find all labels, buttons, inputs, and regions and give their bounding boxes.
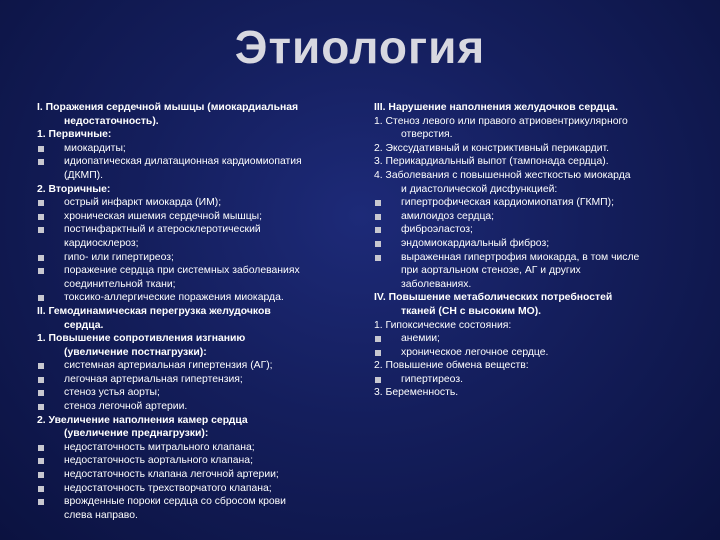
left-column: [37, 101, 357, 522]
bullet-item: недостаточность трехстворчатого клапана;: [37, 482, 357, 496]
bullet-item: острый инфаркт миокарда (ИМ);: [37, 196, 357, 210]
text-line: кардиосклероз;: [64, 237, 139, 249]
bullet-item: легочная артериальная гипертензия;: [37, 373, 357, 387]
bullet-item: миокардиты;: [37, 142, 357, 156]
text-line: тканей (СН с высоким МО).: [401, 305, 542, 317]
text-line: отверстия.: [401, 129, 453, 141]
text-line: заболеваниях.: [401, 278, 472, 290]
bullet-item: постинфарктный и атеросклеротический: [37, 223, 357, 237]
text-line: (увеличение преднагрузки):: [64, 428, 209, 440]
text-line: недостаточность).: [64, 115, 159, 127]
bullet-item: системная артериальная гипертензия (АГ);: [37, 359, 357, 373]
bullet-item: хроническая ишемия сердечной мышцы;: [37, 210, 357, 224]
bullet-item: недостаточность аортального клапана;: [37, 454, 357, 468]
text-line: 2. Повышение обмена веществ:: [374, 360, 529, 372]
bullet-item: идиопатическая дилатационная кардиомиопатия: [37, 155, 357, 169]
text-line: (увеличение постнагрузки):: [64, 346, 207, 358]
bullet-item: выраженная гипертрофия миокарда, в том числе: [374, 251, 686, 265]
bullet-item: гипо- или гипертиреоз;: [37, 251, 357, 265]
slide-title: Этиология: [234, 21, 486, 73]
bullet-item: стеноз легочной артерии.: [37, 400, 357, 414]
text-line: слева направо.: [64, 509, 138, 521]
text-line: соединительной ткани;: [64, 278, 176, 290]
text-line: 2. Вторичные:: [37, 183, 111, 195]
bullet-item: гипертрофическая кардиомиопатия (ГКМП);: [374, 196, 686, 210]
text-line: II. Гемодинамическая перегрузка желудочков: [37, 305, 271, 317]
text-line: 1. Стеноз левого или правого атриовентрикулярного: [374, 115, 628, 127]
text-line: 2. Увеличение наполнения камер сердца: [37, 414, 248, 426]
text-line: при аортальном стенозе, АГ и других: [401, 265, 581, 277]
bullet-item: недостаточность клапана легочной артерии;: [37, 468, 357, 482]
text-line: 3. Перикардиальный выпот (тампонада сердца).: [374, 156, 609, 168]
bullet-item: анемии;: [374, 332, 686, 346]
right-column: [374, 101, 686, 400]
bullet-item: хроническое легочное сердце.: [374, 346, 686, 360]
text-line: 4. Заболевания с повышенной жесткостью миокарда: [374, 169, 631, 181]
bullet-item: амилоидоз сердца;: [374, 210, 686, 224]
bullet-item: эндомиокардиальный фиброз;: [374, 237, 686, 251]
text-line: I. Поражения сердечной мышцы (миокардиальная: [37, 102, 299, 113]
text-line: IV. Повышение метаболических потребностей: [374, 292, 613, 304]
bullet-item: врожденные пороки сердца со сбросом крови: [37, 495, 357, 509]
bullet-item: гипертиреоз.: [374, 373, 686, 387]
bullet-item: токсико-аллергические поражения миокарда.: [37, 291, 357, 305]
bullet-item: поражение сердца при системных заболеваниях: [37, 264, 357, 278]
text-line: III. Нарушение наполнения желудочков сердца.: [374, 102, 618, 113]
text-line: (ДКМП).: [64, 169, 104, 181]
bullet-item: недостаточность митрального клапана;: [37, 441, 357, 455]
text-line: 3. Беременность.: [374, 387, 459, 399]
text-line: 1. Гипоксические состояния:: [374, 319, 512, 331]
text-line: и диастолической дисфункцией:: [401, 183, 558, 195]
bullet-item: фиброэластоз;: [374, 223, 686, 237]
text-line: 1. Первичные:: [37, 129, 112, 141]
text-line: 2. Экссудативный и констриктивный перикардит.: [374, 142, 610, 154]
text-line: 1. Повышение сопротивления изгнанию: [37, 333, 246, 345]
text-line: сердца.: [64, 319, 104, 331]
bullet-item: стеноз устья аорты;: [37, 386, 357, 400]
